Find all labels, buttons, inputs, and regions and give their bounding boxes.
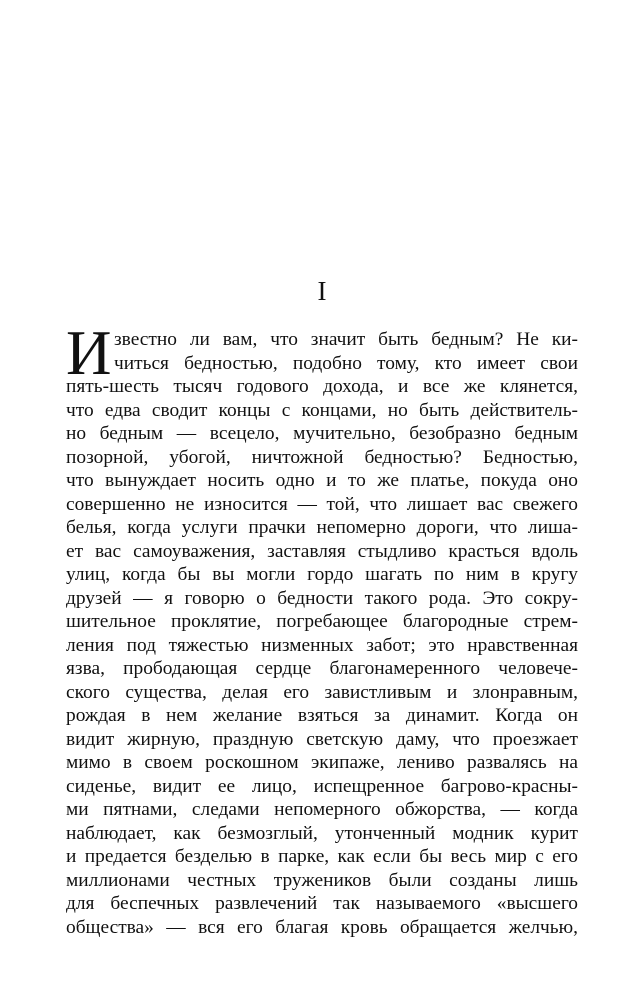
text-line: для беспечных развлечений так называемого «высшего bbox=[66, 893, 578, 914]
text-line: пять-шесть тысяч годового дохода, и все же клянется, bbox=[66, 376, 578, 397]
text-line: сиденье, видит ее лицо, испещренное багрово-красны- bbox=[66, 775, 578, 797]
text-line: позорной, убогой, ничтожной бедностью? Бедностью, bbox=[66, 446, 578, 468]
text-line: ет вас самоуважения, заставляя стыдливо красться вдоль bbox=[66, 540, 578, 562]
text-line: и предается безделью в парке, как если бы весь мир с его bbox=[66, 846, 578, 867]
text-line: белья, когда услуги прачки непомерно дороги, что лиша- bbox=[66, 517, 578, 538]
text-line: звестно ли вам, что значит быть бедным? Не ки- bbox=[114, 329, 578, 350]
text-line: ления под тяжестью низменных забот; это нравственная bbox=[66, 634, 578, 656]
text-line: миллионами честных тружеников были созданы лишь bbox=[66, 869, 578, 891]
text-line: видит жирную, праздную светскую даму, что проезжает bbox=[66, 728, 578, 750]
text-line: читься бедностью, подобно тому, кто имеет свои bbox=[114, 352, 578, 374]
paragraph bbox=[66, 318, 578, 939]
chapter-number: I bbox=[317, 276, 327, 306]
text-line: шительное проклятие, погребающее благородные стрем- bbox=[66, 611, 578, 632]
text-line: что едва сводит концы с концами, но быть действитель- bbox=[66, 399, 578, 421]
text-line: улиц, когда бы вы могли гордо шагать по ним в кругу bbox=[66, 564, 578, 585]
drop-cap: И bbox=[66, 318, 112, 388]
text-line: ми пятнами, следами непомерного обжорства, — когда bbox=[66, 799, 578, 820]
text-line: рождая в нем желание взяться за динамит. Когда он bbox=[66, 705, 578, 726]
text-line: ского существа, делая его завистливым и злонравным, bbox=[66, 681, 578, 703]
text-line: что вынуждает носить одно и то же платье, покуда оно bbox=[66, 470, 578, 491]
text-line: язва, прободающая сердце благонамеренного человече- bbox=[66, 658, 578, 679]
text-line: общества» — вся его благая кровь обращается желчью, bbox=[66, 916, 578, 938]
text-line: мимо в своем роскошном экипаже, лениво развалясь на bbox=[66, 752, 578, 773]
text-line: друзей — я говорю о бедности такого рода. Это сокру- bbox=[66, 587, 578, 609]
text-line: наблюдает, как безмозглый, утонченный модник курит bbox=[66, 822, 578, 844]
text-line: но бедным — всецело, мучительно, безобразно бедным bbox=[66, 423, 578, 444]
text-line: совершенно не износится — той, что лишает вас свежего bbox=[66, 493, 578, 515]
